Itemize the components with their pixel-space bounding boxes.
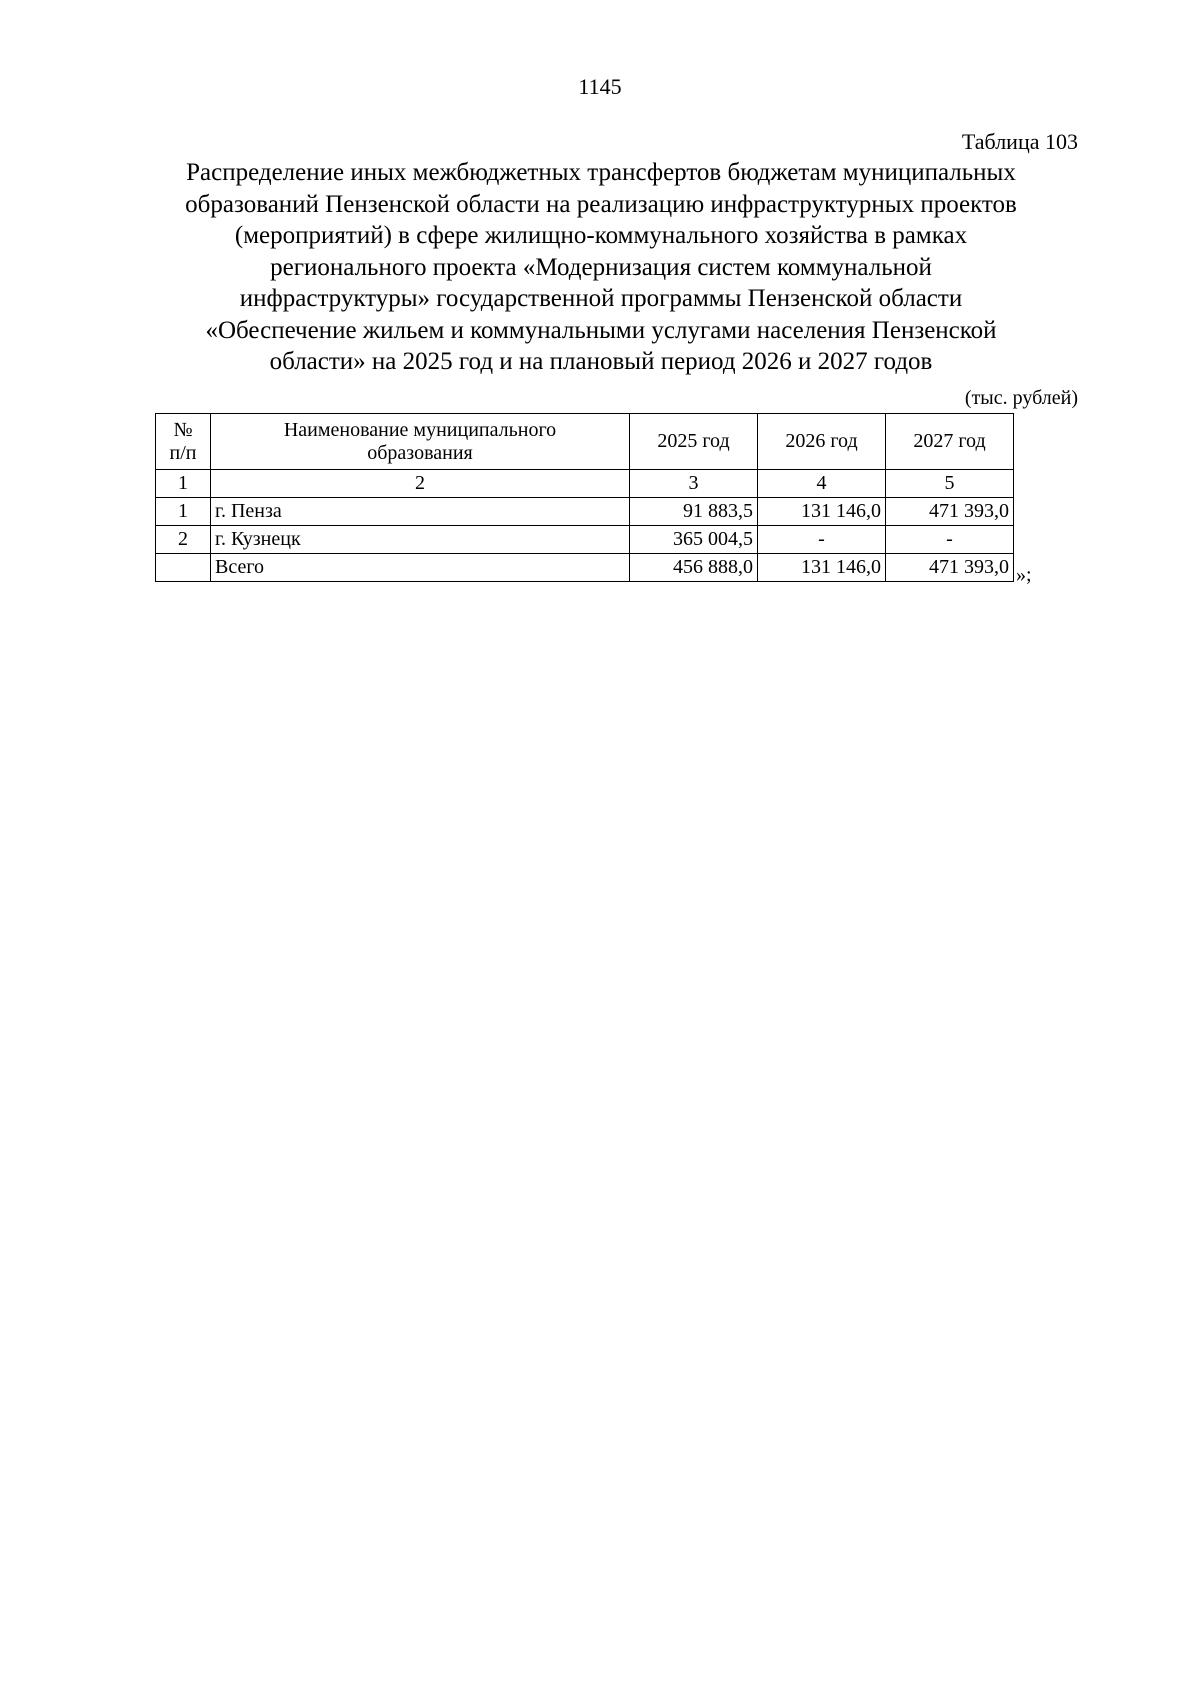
row-value-2026: 131 146,0 — [758, 498, 886, 526]
header-year-2026: 2026 год — [758, 414, 886, 470]
total-label: Всего — [211, 554, 630, 582]
header-year-2027: 2027 год — [886, 414, 1014, 470]
table-header-row — [156, 414, 1014, 470]
header-number-line2: п/п — [169, 441, 197, 464]
document-title — [124, 157, 1078, 378]
row-value-2027: 471 393,0 — [886, 498, 1014, 526]
row-value-2027: - — [886, 526, 1014, 554]
row-value-2025: 91 883,5 — [630, 498, 758, 526]
total-number — [156, 554, 211, 582]
total-row — [156, 554, 1014, 582]
header-number-line1: № — [173, 418, 193, 441]
row-value-2026: - — [758, 526, 886, 554]
title-line: области» на 2025 год и на плановый период 2026 и 2027 годов — [269, 348, 933, 375]
column-number: 5 — [886, 470, 1014, 498]
column-number: 2 — [211, 470, 630, 498]
total-value-2026: 131 146,0 — [758, 554, 886, 582]
column-number: 3 — [630, 470, 758, 498]
row-value-2025: 365 004,5 — [630, 526, 758, 554]
title-line: Распределение иных межбюджетных трансфертов бюджетам муниципальных — [186, 159, 1016, 186]
row-municipality: г. Пенза — [211, 498, 630, 526]
row-number: 2 — [156, 526, 211, 554]
column-numbers-row — [156, 470, 1014, 498]
total-value-2027: 471 393,0 — [886, 554, 1014, 582]
row-municipality: г. Кузнецк — [211, 526, 630, 554]
column-number: 1 — [156, 470, 211, 498]
row-number: 1 — [156, 498, 211, 526]
table-label: Таблица 103 — [961, 129, 1078, 154]
units-label: (тыс. рублей) — [964, 387, 1078, 409]
title-line: регионального проекта «Модернизация систем коммунальной — [270, 253, 932, 281]
table-row — [156, 498, 1014, 526]
transfers-table — [155, 413, 1014, 582]
total-value-2025: 456 888,0 — [630, 554, 758, 582]
title-line: образований Пензенской области на реализацию инфраструктурных проектов — [185, 190, 1017, 218]
closing-quote-mark: »; — [1016, 564, 1032, 586]
column-number: 4 — [758, 470, 886, 498]
header-number — [156, 414, 211, 470]
page-number: 1145 — [578, 74, 622, 99]
title-line: инфраструктуры» государственной программы Пензенской области — [239, 285, 963, 312]
table-row — [156, 526, 1014, 554]
header-year-2025: 2025 год — [630, 414, 758, 470]
header-name-line1: Наименование муниципального — [283, 418, 557, 441]
title-line: (мероприятий) в сфере жилищно-коммунального хозяйства в рамках — [234, 222, 968, 249]
header-name — [211, 414, 630, 470]
title-line: «Обеспечение жильем и коммунальными услугами населения Пензенской — [205, 316, 997, 344]
header-name-line2: образования — [367, 441, 473, 464]
